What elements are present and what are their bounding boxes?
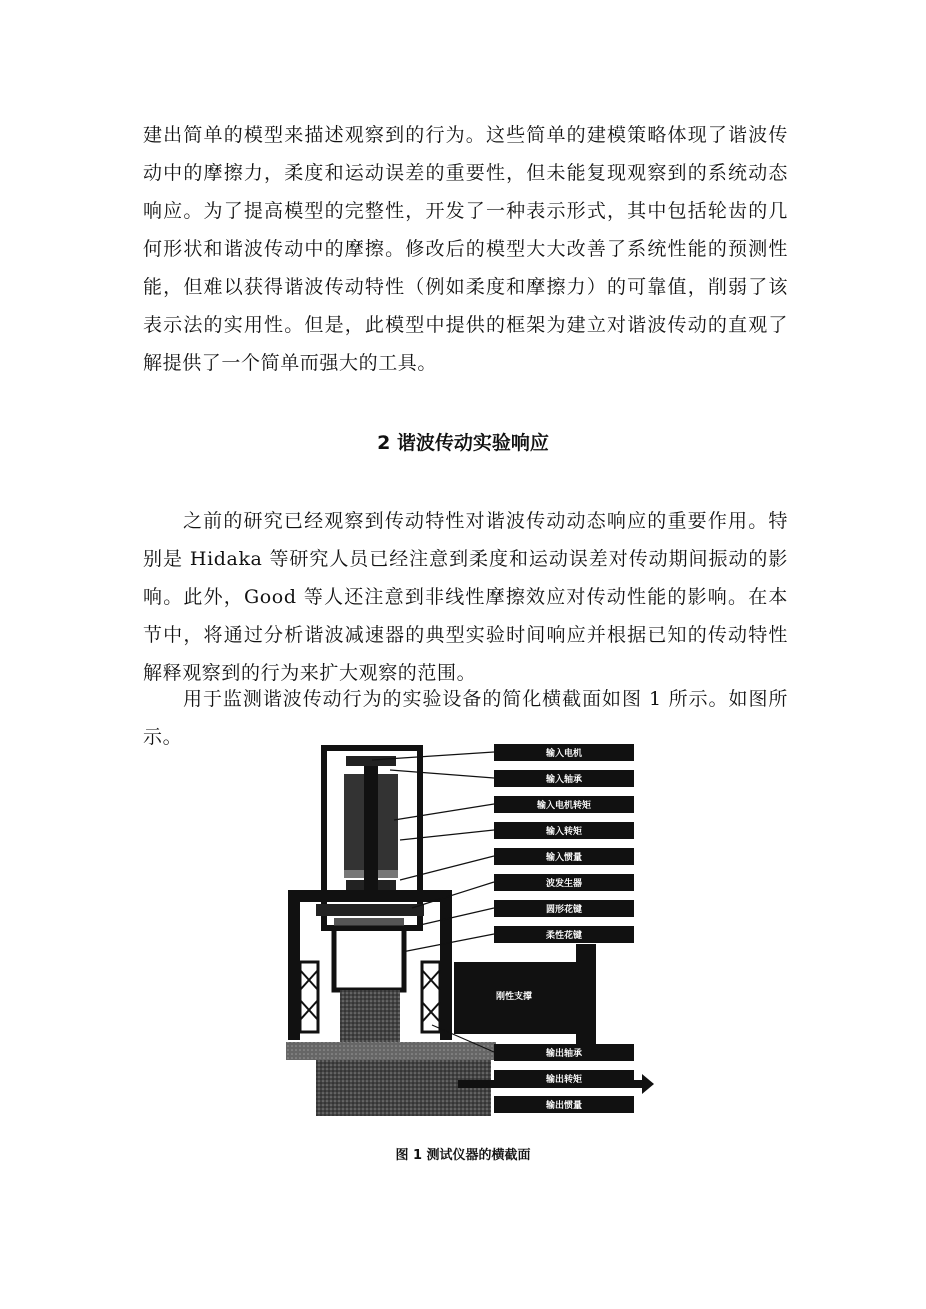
label-input-motor: 输入电机	[545, 749, 583, 759]
paragraph-experiment: 之前的研究已经观察到传动特性对谐波传动动态响应的重要作用。特别是 Hidaka 等研究人员已经注意到柔度和运动误差对传动期间振动的影响。此外，Good 等人还注意到非线性摩擦效应对传动性能的影响。在本节中，将通过分析谐波减速器的典型实验时间响应并根据已知的传动特性解释观察到的行为来扩大观察的范围。	[143, 510, 788, 684]
label-wave-generator: 波发生器	[545, 879, 583, 889]
label-circular-spline: 圆形花键	[545, 905, 583, 915]
figure-caption: 图 1 测试仪器的横截面	[395, 1148, 531, 1163]
label-input-inertia: 输入惯量	[545, 853, 583, 863]
figure-cross-section	[282, 740, 657, 1120]
section-heading: 2 谐波传动实验响应	[377, 432, 549, 454]
label-boxes	[494, 744, 634, 1113]
label-input-motor-torque: 输入电机转矩	[536, 801, 592, 811]
paragraph-figure-ref: 用于监测谐波传动行为的实验设备的简化横截面如图 1 所示。如图所示。	[143, 688, 788, 748]
label-output-inertia: 输出惯量	[545, 1101, 583, 1111]
rigid-support-block	[454, 944, 596, 1050]
paragraph-intro: 建出简单的模型来描述观察到的行为。这些简单的建模策略体现了谐波传动中的摩擦力，柔度和运动误差的重要性，但未能复现观察到的系统动态响应。为了提高模型的完整性，开发了一种表示形式，其中包括轮齿的几何形状和谐波传动中的摩擦。修改后的模型大大改善了系统性能的预测性能，但难以获得谐波传动特性（例如柔度和摩擦力）的可靠值，削弱了该表示法的实用性。但是，此模型中提供的框架为建立对谐波传动的直观了解提供了一个简单而强大的工具。	[143, 124, 788, 374]
label-output-bearing: 输出轴承	[545, 1049, 583, 1059]
label-rigid-support: 刚性支撑	[495, 992, 533, 1002]
label-input-bearing: 输入轴承	[545, 775, 583, 785]
cross-section-diagram	[282, 740, 657, 1120]
label-flexible-spline: 柔性花键	[545, 931, 583, 941]
label-output-torque: 输出转矩	[545, 1075, 583, 1085]
label-input-torque: 输入转矩	[545, 827, 583, 837]
